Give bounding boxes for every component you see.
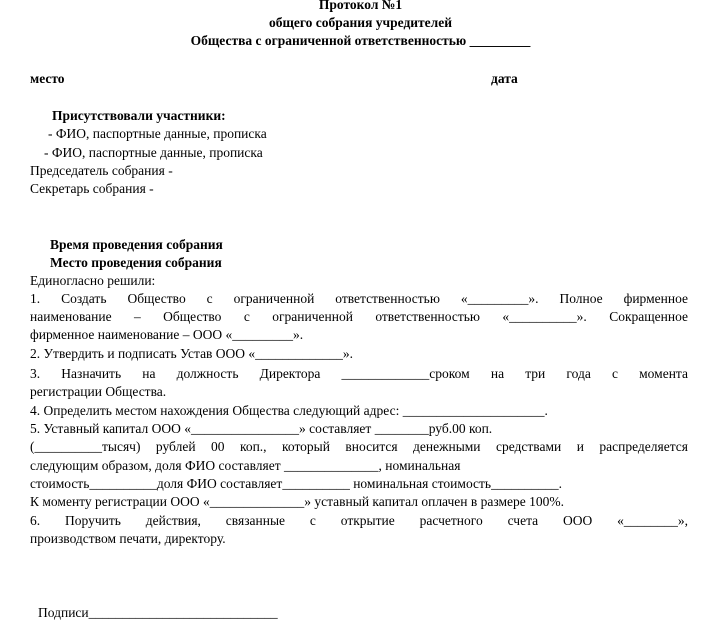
resolution-line: К моменту регистрации ООО «______________» уставный капитал оплачен в размере 100%. xyxy=(30,494,565,509)
protocol-subtitle: общего собрания учредителей xyxy=(268,15,453,30)
place-label: место xyxy=(30,71,65,86)
resolution-line: 2. Утвердить и подписать Устав ООО «_____________». xyxy=(30,346,354,361)
resolution-line: регистрации Общества. xyxy=(30,384,167,399)
attendee-item: - ФИО, паспортные данные, прописка xyxy=(44,145,263,160)
resolution-line: наименование – Общество с ограниченной ответственностью «__________». Сокращенное xyxy=(30,309,688,324)
resolution-line: 4. Определить местом нахождения Общества следующий адрес: _____________________. xyxy=(30,403,548,418)
resolution-line: 6. Поручить действия, связанные с открытие расчетного счета ООО «________», xyxy=(30,513,688,528)
resolution-line: стоимость__________доля ФИО составляет__________ номинальная стоимость__________. xyxy=(30,476,562,491)
resolution-line: 1. Создать Общество с ограниченной ответственностью «_________». Полное фирменное xyxy=(30,291,688,306)
chairman-line: Председатель собрания - xyxy=(30,163,173,178)
resolution-line: следующим образом, доля ФИО составляет ______________, номинальная xyxy=(30,458,461,473)
attendees-heading: Присутствовали участники: xyxy=(52,108,226,123)
resolution-line: производством печати, директору. xyxy=(30,531,226,546)
resolution-line: (__________тысяч) рублей 00 коп., который вносится денежными средствами и распределяется xyxy=(30,439,688,454)
attendee-item: - ФИО, паспортные данные, прописка xyxy=(48,126,267,141)
resolution-line: 3. Назначить на должность Директора _____________сроком на три года с момента xyxy=(30,366,688,381)
secretary-line: Секретарь собрания - xyxy=(30,181,154,196)
decided-line: Единогласно решили: xyxy=(30,273,156,288)
company-name-line: Общества с ограниченной ответственностью _________ xyxy=(190,33,531,48)
signatures-line: Подписи____________________________ xyxy=(38,605,278,620)
date-label: дата xyxy=(491,71,518,86)
meeting-place: Место проведения собрания xyxy=(50,255,222,270)
resolution-line: фирменное наименование – ООО «_________». xyxy=(30,327,304,342)
protocol-title: Протокол №1 xyxy=(318,0,403,12)
resolution-line: 5. Уставный капитал ООО «________________» составляет ________руб.00 коп. xyxy=(30,421,493,436)
meeting-time: Время проведения собрания xyxy=(50,237,223,252)
